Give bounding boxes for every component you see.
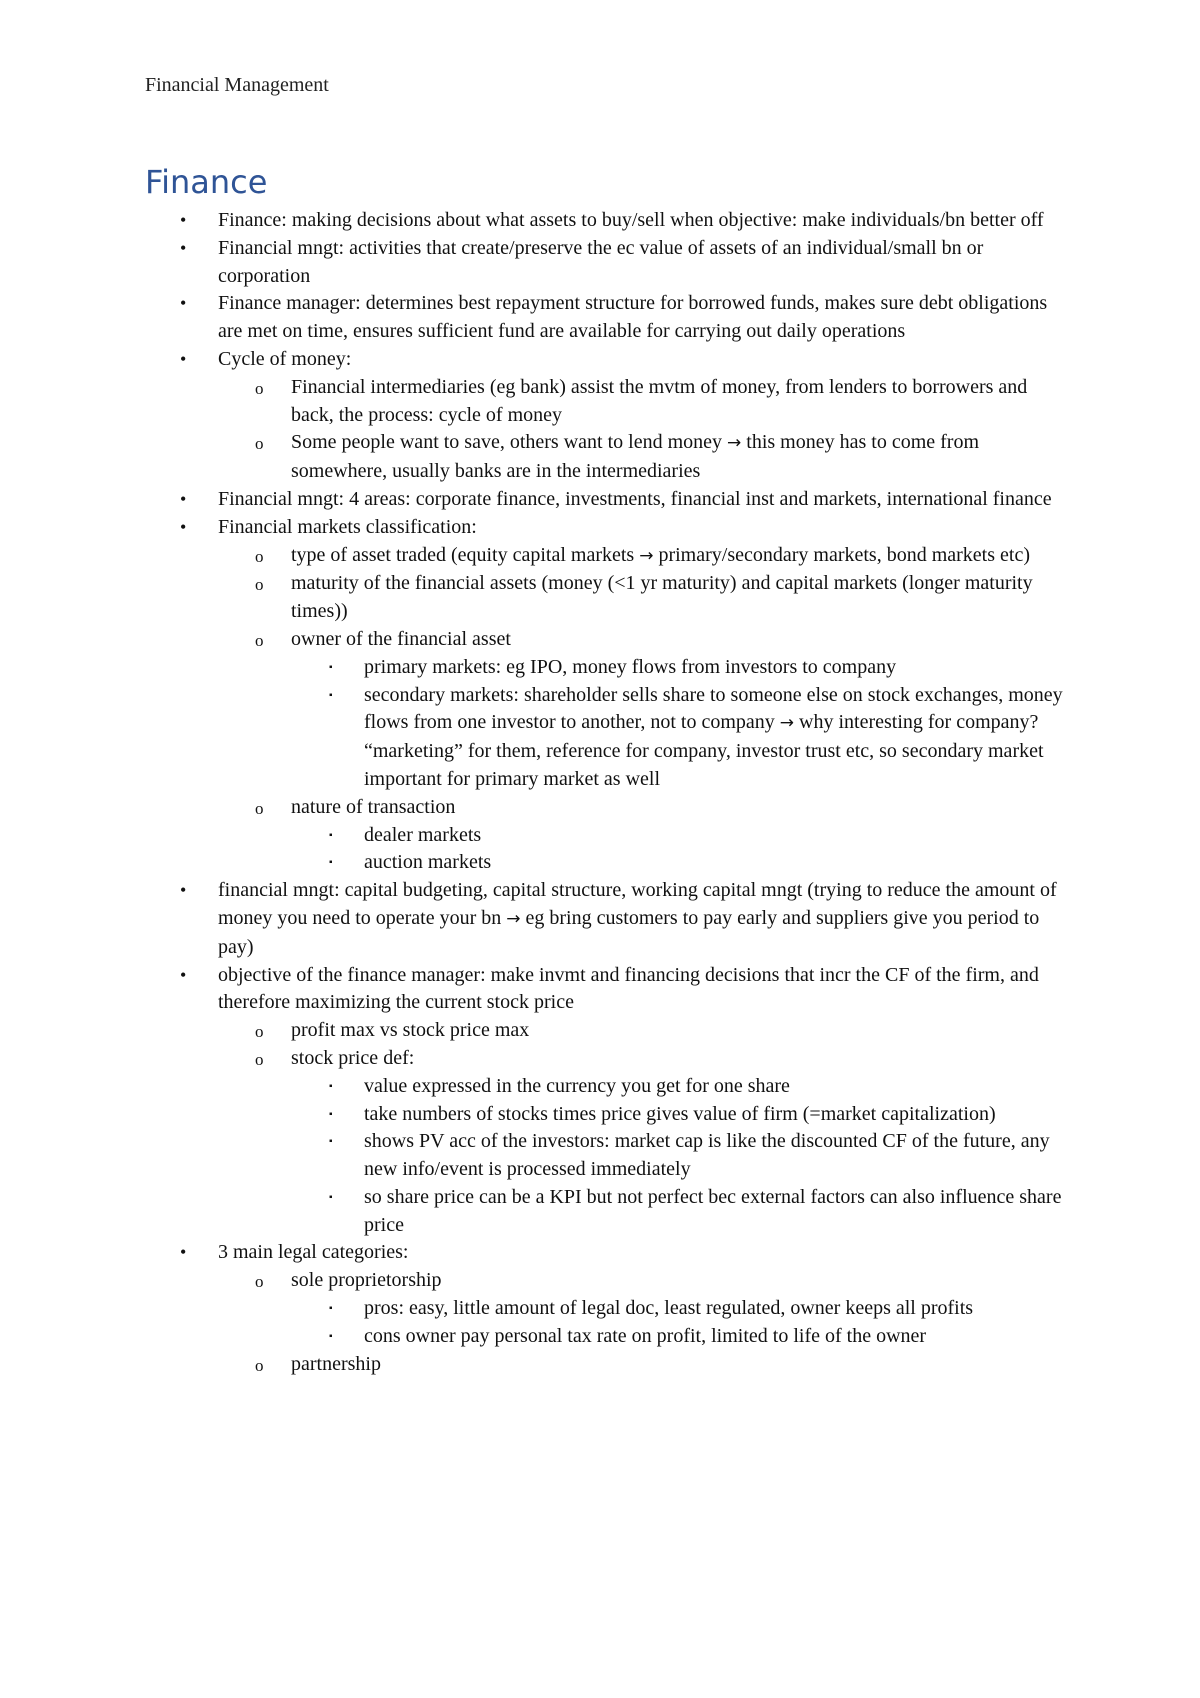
square-bullet-icon: ▪ [329,1136,333,1148]
list-item-level-2 [255,570,1051,626]
bullet-list [0,207,1200,1378]
list-item-level-2 [255,542,1051,571]
bullet-icon: • [180,488,187,509]
list-item-text: Financial mngt: 4 areas: corporate finance, investments, financial inst and markets, international finance [218,487,1052,510]
list-item-text: financial mngt: capital budgeting, capital structure, working capital mngt (trying to reduce the amount of money you need to operate your bn → eg bring customers to pay early and suppliers give you period to pay) [218,879,1057,958]
circle-bullet-icon: o [255,1022,264,1042]
list-item-level-1 [180,346,1063,374]
circle-bullet-icon: o [255,1272,264,1292]
list-item-level-3 [329,1128,1074,1184]
circle-bullet-icon: o [255,630,264,650]
list-item-text: pros: easy, little amount of legal doc, least regulated, owner keeps all profits [364,1297,974,1320]
arrow-right-icon: → [779,713,795,734]
list-item-level-1 [180,290,1063,346]
square-bullet-icon: ▪ [329,1330,333,1342]
list-item-text: dealer markets [364,823,482,846]
bullet-icon: • [180,1242,187,1263]
list-item-level-2 [255,1267,1051,1295]
bullet-icon: • [180,516,187,537]
list-item-text: auction markets [364,851,492,874]
list-item-text: Finance manager: determines best repayment structure for borrowed funds, makes sure debt obligations are met on time, ensures sufficient fund are available for carrying out daily operations [218,292,1048,343]
circle-bullet-icon: o [255,1355,264,1375]
list-item-level-3 [329,682,1074,794]
list-item-level-1 [180,1239,1063,1267]
list-item-text: secondary markets: shareholder sells share to someone else on stock exchanges, money flows from one investor to another, not to company → why interesting for company? “marketing” for them, reference for company, investor trust etc, so secondary market important for primary market as well [364,683,1063,790]
list-item-text: value expressed in the currency you get for one share [364,1074,790,1097]
list-item-level-3 [329,1184,1074,1240]
list-item-text: so share price can be a KPI but not perfect bec external factors can also influence share price [364,1185,1062,1236]
square-bullet-icon: ▪ [329,689,333,701]
section-heading: Finance [145,163,268,201]
circle-bullet-icon: o [255,575,264,595]
circle-bullet-icon: o [255,1049,264,1069]
arrow-right-icon: → [727,433,742,454]
list-item-level-3 [329,822,1074,850]
list-item-level-3 [329,1323,1074,1351]
list-item-level-1 [180,207,1063,235]
list-item-level-1 [180,235,1063,291]
list-item-level-2 [255,374,1051,430]
list-item-text: type of asset traded (equity capital markets → primary/secondary markets, bond markets etc) [291,543,1030,566]
bullet-icon: • [180,880,187,901]
square-bullet-icon: ▪ [329,1303,333,1315]
list-item-level-3 [329,1073,1074,1101]
square-bullet-icon: ▪ [329,1108,333,1120]
list-item-level-1 [180,877,1063,961]
list-item-level-3 [329,849,1074,877]
list-item-text: Some people want to save, others want to lend money → this money has to come from somewhere, usually banks are in the intermediaries [291,431,979,483]
square-bullet-icon: ▪ [329,1191,333,1203]
list-item-level-2 [255,1351,1051,1379]
bullet-icon: • [180,293,187,314]
list-item-text: Financial markets classification: [218,515,477,538]
list-item-level-2 [255,1045,1051,1073]
list-item-text: cons owner pay personal tax rate on profit, limited to life of the owner [364,1324,927,1347]
arrow-right-icon: → [639,545,654,566]
list-item-level-1 [180,962,1063,1018]
list-item-text: 3 main legal categories: [218,1241,409,1264]
bullet-icon: • [180,348,187,369]
list-item-text: shows PV acc of the investors: market cap is like the discounted CF of the future, any new info/event is processed immediately [364,1130,1050,1181]
circle-bullet-icon: o [255,378,264,398]
list-item-text: Financial mngt: activities that create/preserve the ec value of assets of an individual/small bn or corporation [218,236,984,287]
bullet-icon: • [180,210,187,230]
list-item-text: stock price def: [291,1046,415,1069]
list-item-text: objective of the finance manager: make invmt and financing decisions that incr the CF of the firm, and therefore maximizing the current stock price [218,963,1039,1014]
list-item-level-3 [329,1295,1074,1323]
list-item-text: take numbers of stocks times price gives value of firm (=market capitalization) [364,1102,996,1125]
list-item-text: primary markets: eg IPO, money flows from investors to company [364,655,897,678]
circle-bullet-icon: o [255,798,264,818]
list-item-text: Finance: making decisions about what assets to buy/sell when objective: make individuals/bn better off [218,209,1044,231]
arrow-right-icon: → [506,908,521,929]
list-item-text: Financial intermediaries (eg bank) assist the mvtm of money, from lenders to borrowers and back, the process: cycle of money [291,375,1028,426]
list-item-level-1 [180,514,1063,542]
square-bullet-icon: ▪ [329,857,333,869]
list-item-level-3 [329,654,1074,682]
list-item-level-2 [255,429,1051,486]
list-item-text: owner of the financial asset [291,627,511,650]
bullet-icon: • [180,237,187,258]
bullet-icon: • [180,964,187,985]
list-item-level-3 [329,1101,1074,1129]
square-bullet-icon: ▪ [329,661,333,673]
list-item-text: nature of transaction [291,795,456,818]
list-item-text: partnership [291,1352,381,1375]
circle-bullet-icon: o [255,434,264,454]
list-item-level-2 [255,626,1051,654]
circle-bullet-icon: o [255,546,264,566]
list-item-text: Cycle of money: [218,347,352,370]
list-item-level-2 [255,1017,1051,1045]
square-bullet-icon: ▪ [329,1080,333,1092]
list-item-text: sole proprietorship [291,1269,442,1292]
list-item-level-2 [255,794,1051,822]
list-item-level-1 [180,486,1063,514]
list-item-text: maturity of the financial assets (money (<1 yr maturity) and capital markets (longer maturity times)) [291,572,1033,623]
page-header: Financial Management [145,74,329,96]
square-bullet-icon: ▪ [329,829,333,841]
list-item-text: profit max vs stock price max [291,1019,530,1042]
